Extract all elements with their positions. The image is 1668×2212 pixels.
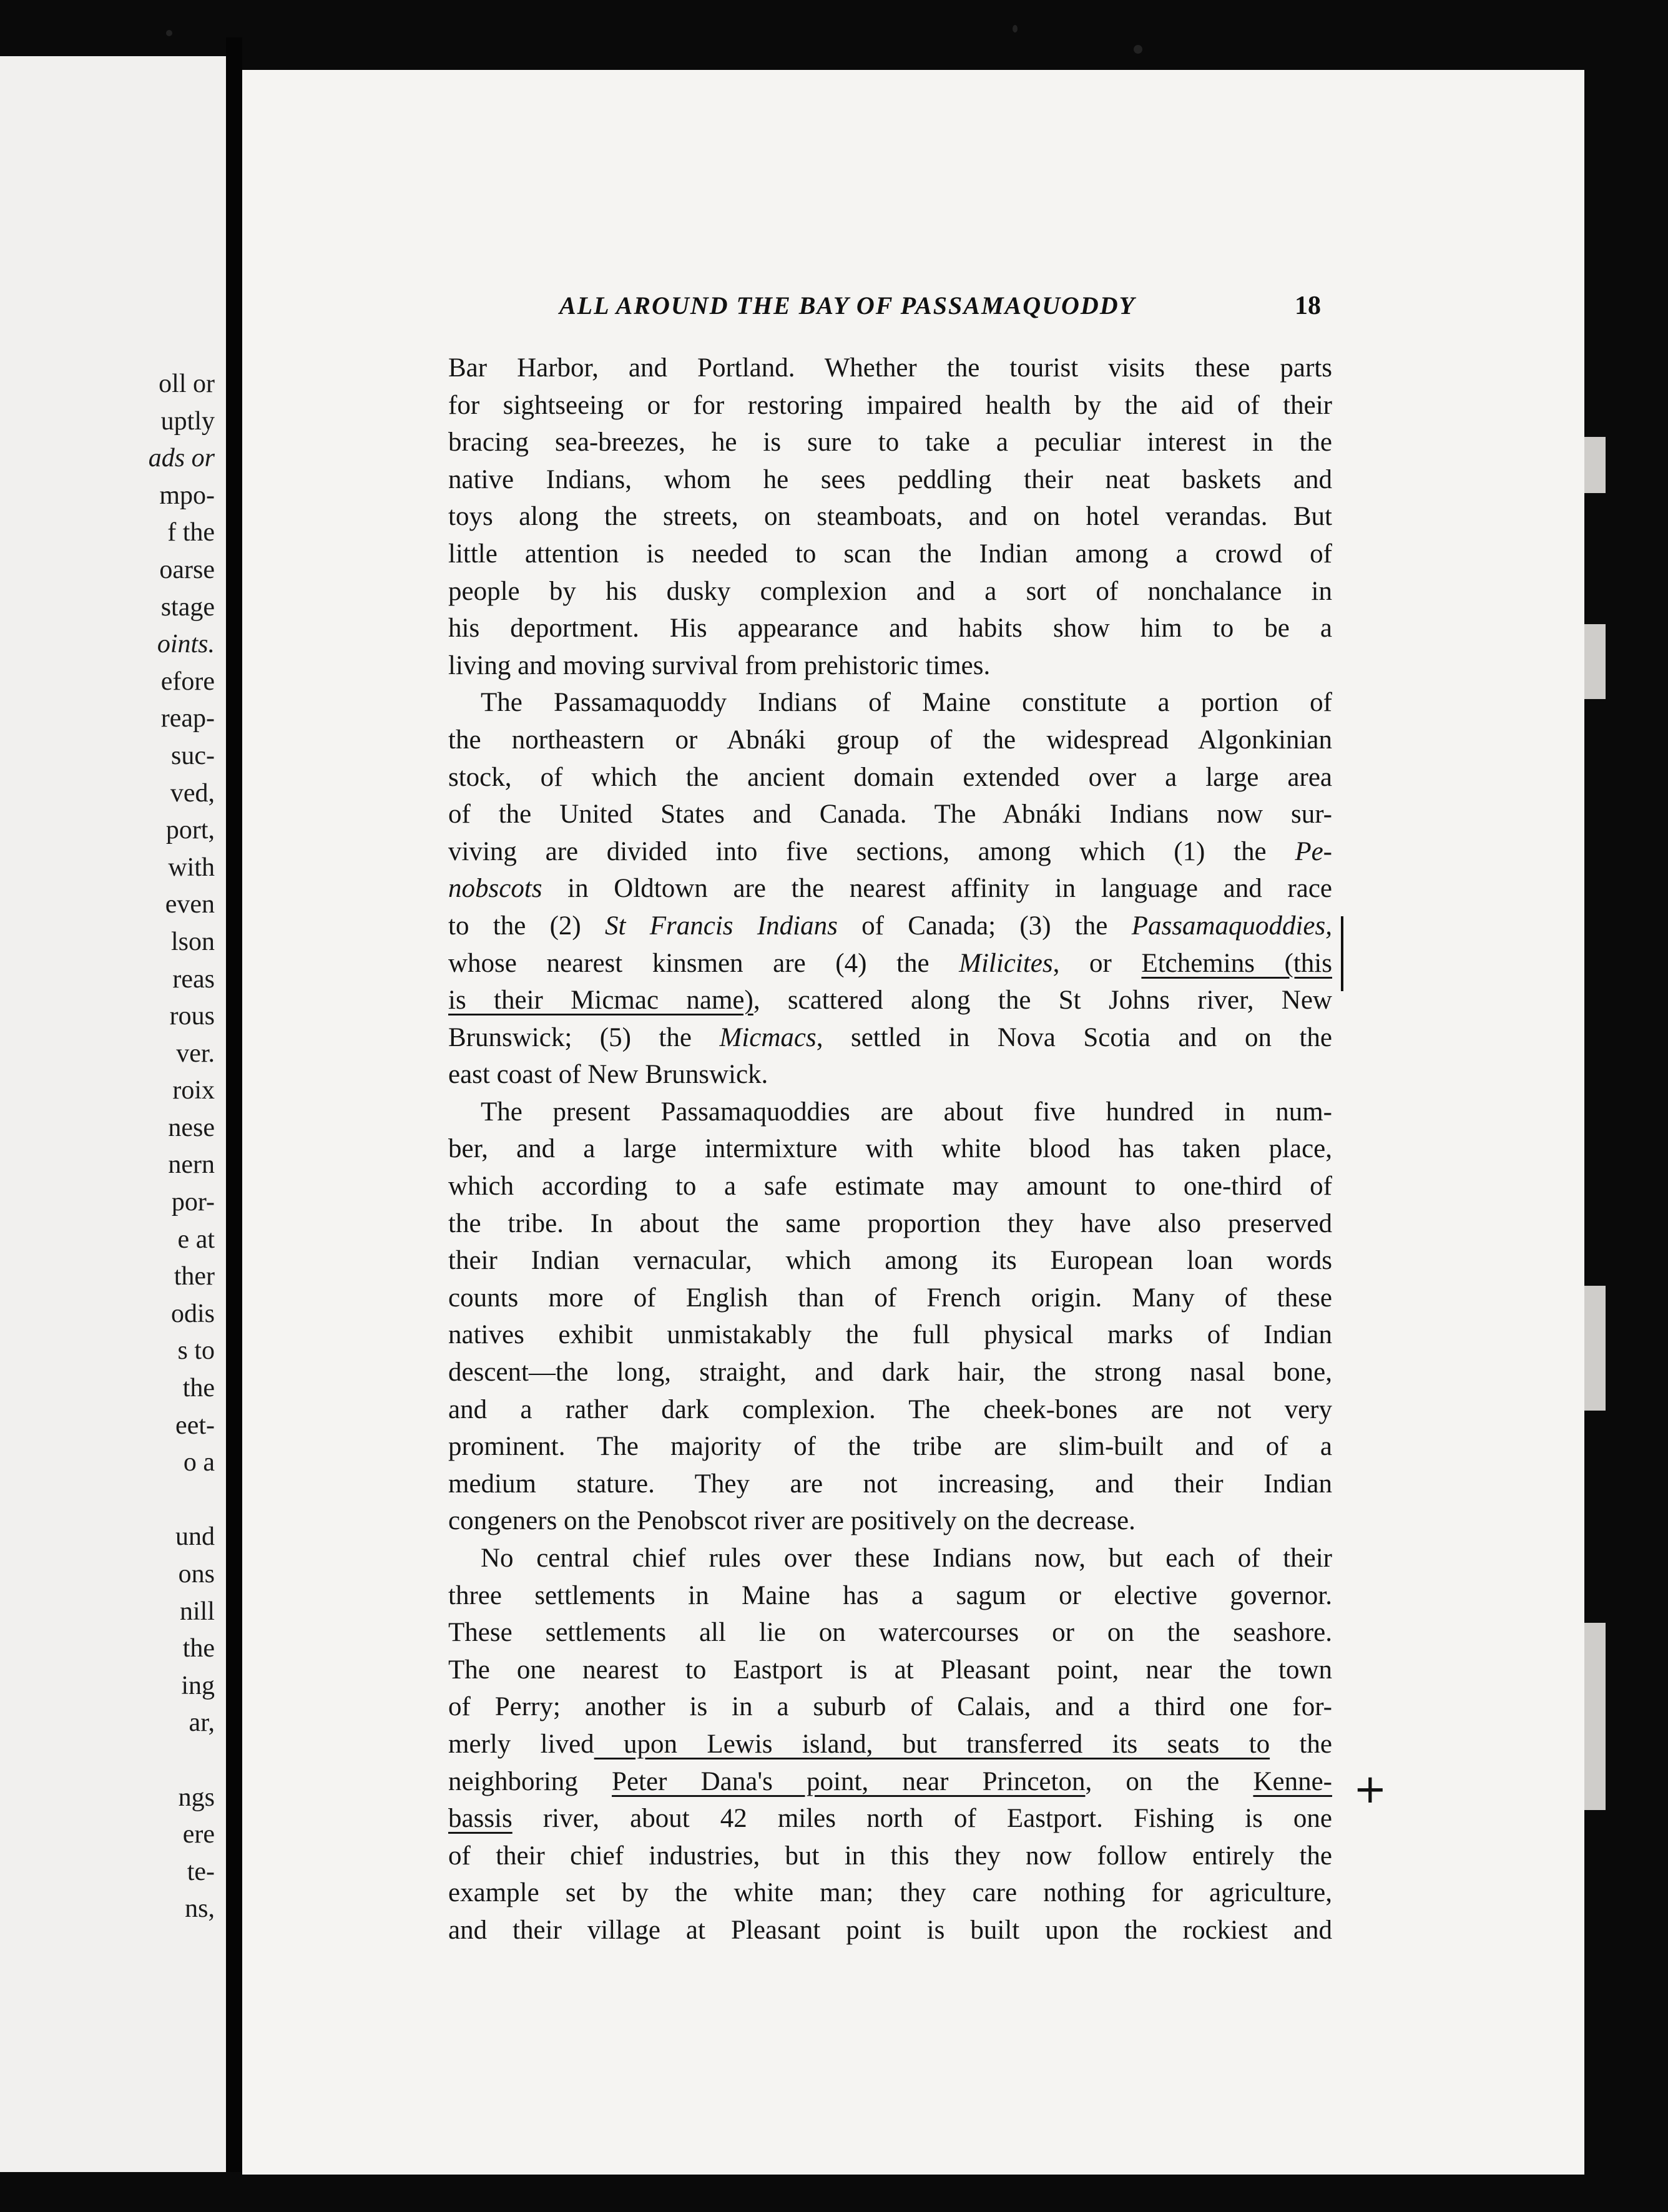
- previous-page-fragment: efore: [160, 667, 215, 696]
- text-line: These settlements all lie on watercourses or on the seashore.: [448, 1618, 1332, 1648]
- page-tab: [1584, 437, 1606, 493]
- margin-cross-annotation: +: [1353, 1766, 1387, 1813]
- previous-page-fragment: even: [165, 890, 215, 919]
- paragraph-4: [448, 1540, 1332, 1949]
- previous-page-fragment: the: [182, 1374, 215, 1403]
- previous-page-fragment: oarse: [159, 555, 215, 584]
- previous-page-fragment: with: [168, 853, 215, 882]
- text-run: whose nearest kinsmen are (4) the: [448, 948, 959, 978]
- text-line: which according to a safe estimate may amount to one-third of: [448, 1172, 1332, 1201]
- underlined-annotation: Peter Dana's point, near Princeton: [612, 1766, 1086, 1796]
- previous-page-fragment: nern: [168, 1150, 215, 1180]
- previous-page-fragment: roix: [172, 1076, 215, 1105]
- previous-page-fragment: suc-: [171, 741, 215, 770]
- previous-page-fragment: s to: [177, 1336, 215, 1366]
- underlined-annotation: Kenne-: [1253, 1766, 1332, 1796]
- text-line: [448, 982, 1332, 1019]
- text-line: for sightseeing or for restoring impaired health by the aid of their: [448, 390, 1332, 420]
- previous-page-fragment: stage: [160, 592, 215, 622]
- tribe-name-italic: Milicites: [959, 948, 1053, 978]
- previous-page-fragment: ing: [181, 1671, 215, 1700]
- text-line: [448, 833, 1332, 871]
- previous-page-fragment: [15, 1742, 215, 1779]
- previous-page-fragment: f the: [167, 518, 215, 547]
- previous-page-fragment: ads or: [148, 444, 215, 473]
- running-header: [559, 291, 1321, 328]
- previous-page-fragment: rous: [169, 1002, 215, 1031]
- previous-page-fragment: odis: [170, 1299, 215, 1328]
- previous-page-fragment: ther: [174, 1262, 215, 1291]
- text-run: merly lived: [448, 1729, 594, 1759]
- text-line: descent—the long, straight, and dark hair, the strong nasal bone,: [448, 1358, 1332, 1387]
- text-line: Bar Harbor, and Portland. Whether the tourist visits these parts: [448, 353, 1332, 383]
- text-line: bracing sea-breezes, he is sure to take a peculiar interest in the: [448, 428, 1332, 458]
- text-run: river, about 42 miles north of Eastport. Fishing is one: [512, 1804, 1332, 1834]
- text-run: in Oldtown are the nearest affinity in language and race: [542, 874, 1332, 904]
- text-line: [448, 1800, 1332, 1838]
- previous-page-fragment: nill: [179, 1597, 215, 1626]
- paragraph-1: [448, 350, 1332, 684]
- underlined-annotation: upon Lewis island, but transferred its seats to: [594, 1729, 1270, 1759]
- text-line: [448, 1726, 1332, 1763]
- text-line: No central chief rules over these Indians now, but each of their: [481, 1544, 1332, 1573]
- text-line: of the United States and Canada. The Abnáki Indians now sur-: [448, 800, 1332, 830]
- page-tab: [1584, 1286, 1606, 1411]
- previous-page-strip: [0, 56, 226, 2172]
- text-line: congeners on the Penobscot river are positively on the decrease.: [448, 1506, 1136, 1536]
- text-line: [448, 870, 1332, 908]
- text-line: native Indians, whom he sees peddling their neat baskets and: [448, 464, 1332, 494]
- previous-page-fragment: ar,: [189, 1708, 215, 1738]
- previous-page-fragment: te-: [187, 1857, 215, 1886]
- text-line: people by his dusky complexion and a sort of nonchalance in: [448, 576, 1332, 606]
- page-gutter: [226, 37, 242, 2172]
- previous-page-fragment: ver.: [176, 1039, 215, 1068]
- text-line: toys along the streets, on steamboats, and on hotel verandas. But: [448, 502, 1332, 532]
- text-line: The Passamaquoddy Indians of Maine constitute a portion of: [481, 688, 1332, 718]
- text-run: , or: [1052, 948, 1142, 978]
- underlined-annotation: is their Micmac name): [448, 986, 753, 1015]
- text-run: viving are divided into five sections, among which (1) the: [448, 836, 1295, 866]
- text-line: the northeastern or Abnáki group of the widespread Algonkinian: [448, 725, 1332, 755]
- text-line: living and moving survival from prehistoric times.: [448, 650, 991, 680]
- text-line: their Indian vernacular, which among its European loan words: [448, 1246, 1332, 1276]
- previous-page-fragment: ons: [178, 1560, 215, 1588]
- text-line: [448, 1763, 1332, 1801]
- text-line: east coast of New Brunswick.: [448, 1060, 768, 1090]
- text-line: The one nearest to Eastport is at Pleasant point, near the town: [448, 1655, 1332, 1685]
- previous-page-fragment: und: [175, 1522, 215, 1552]
- text-run: , scattered along the St Johns river, New: [753, 986, 1332, 1015]
- margin-bracket-annotation: [1341, 916, 1348, 991]
- text-line: [448, 908, 1332, 945]
- page-tab: [1584, 624, 1606, 699]
- previous-page-fragment: por-: [171, 1188, 215, 1217]
- previous-page-fragment: nese: [168, 1113, 215, 1142]
- previous-page-fragment: o a: [183, 1448, 215, 1477]
- text-run: , settled in Nova Scotia and on the: [816, 1022, 1332, 1052]
- tribe-name-italic: nobscots: [448, 874, 542, 904]
- text-line: [448, 1019, 1332, 1057]
- text-line: his deportment. His appearance and habits show him to be a: [448, 614, 1332, 644]
- text-run: Brunswick; (5) the: [448, 1022, 720, 1052]
- previous-page-fragment: mpo-: [159, 481, 215, 510]
- text-line: stock, of which the ancient domain extended over a large area: [448, 762, 1332, 792]
- scan-speck: [166, 30, 172, 36]
- page-body: [448, 350, 1332, 1949]
- text-line: counts more of English than of French origin. Many of these: [448, 1283, 1332, 1313]
- text-line: and their village at Pleasant point is built upon the rockiest and: [448, 1915, 1332, 1945]
- scan-speck: [1134, 45, 1142, 54]
- tribe-name-italic: St Francis Indians: [605, 911, 838, 941]
- tribe-name-italic: Pe-: [1295, 836, 1332, 866]
- text-line: ber, and a large intermixture with white blood has taken place,: [448, 1134, 1332, 1164]
- previous-page-fragment: reas: [172, 964, 215, 994]
- text-line: three settlements in Maine has a sagum or elective governor.: [448, 1580, 1332, 1610]
- previous-page-fragment: eet-: [175, 1411, 215, 1440]
- text-line: prominent. The majority of the tribe are slim-built and of a: [448, 1432, 1332, 1462]
- text-line: The present Passamaquoddies are about five hundred in num-: [481, 1097, 1332, 1127]
- text-run: of Canada; (3) the: [837, 911, 1132, 941]
- tribe-name-italic: Passamaquoddies,: [1131, 911, 1332, 941]
- previous-page-fragment: uptly: [160, 406, 215, 436]
- previous-page-fragment: e at: [177, 1225, 215, 1254]
- tribe-name-italic: Micmacs: [719, 1022, 817, 1052]
- page-tab: [1584, 1623, 1606, 1810]
- previous-page-text-fragments: [15, 366, 215, 1928]
- text-run: , on the: [1085, 1766, 1253, 1796]
- previous-page-fragment: oll or: [159, 369, 215, 398]
- running-title: ALL AROUND THE BAY OF PASSAMAQUODDY: [559, 291, 1136, 320]
- text-line: medium stature. They are not increasing, and their Indian: [448, 1469, 1332, 1499]
- previous-page-fragment: [15, 1482, 215, 1519]
- previous-page-fragment: ngs: [178, 1783, 215, 1812]
- text-line: example set by the white man; they care nothing for agriculture,: [448, 1878, 1332, 1908]
- previous-page-fragment: the: [182, 1634, 215, 1663]
- text-line: and a rather dark complexion. The cheek-bones are not very: [448, 1394, 1332, 1424]
- previous-page-fragment: port,: [165, 816, 215, 845]
- page-number: 18: [1295, 291, 1321, 320]
- underlined-annotation: Etchemins (this: [1141, 948, 1332, 978]
- paragraph-3: [448, 1094, 1332, 1540]
- previous-page-fragment: ere: [182, 1820, 215, 1849]
- text-line: [448, 945, 1332, 982]
- text-line: little attention is needed to scan the Indian among a crowd of: [448, 539, 1332, 569]
- previous-page-fragment: ved,: [170, 778, 215, 808]
- scan-speck: [1013, 25, 1018, 32]
- text-run: neighboring: [448, 1766, 612, 1796]
- previous-page-fragment: oints.: [157, 630, 215, 659]
- text-run: to the (2): [448, 911, 606, 941]
- text-line: natives exhibit unmistakably the full physical marks of Indian: [448, 1320, 1332, 1350]
- text-line: of Perry; another is in a suburb of Calais, and a third one for-: [448, 1692, 1332, 1722]
- paragraph-2: [448, 684, 1332, 1094]
- previous-page-fragment: lson: [170, 927, 215, 956]
- text-run: the: [1270, 1729, 1333, 1759]
- previous-page-fragment: ns,: [185, 1894, 215, 1924]
- text-line: the tribe. In about the same proportion they have also preserved: [448, 1208, 1332, 1238]
- previous-page-fragment: reap-: [160, 704, 215, 733]
- underlined-annotation: bassis: [448, 1804, 513, 1834]
- text-line: of their chief industries, but in this they now follow entirely the: [448, 1841, 1332, 1871]
